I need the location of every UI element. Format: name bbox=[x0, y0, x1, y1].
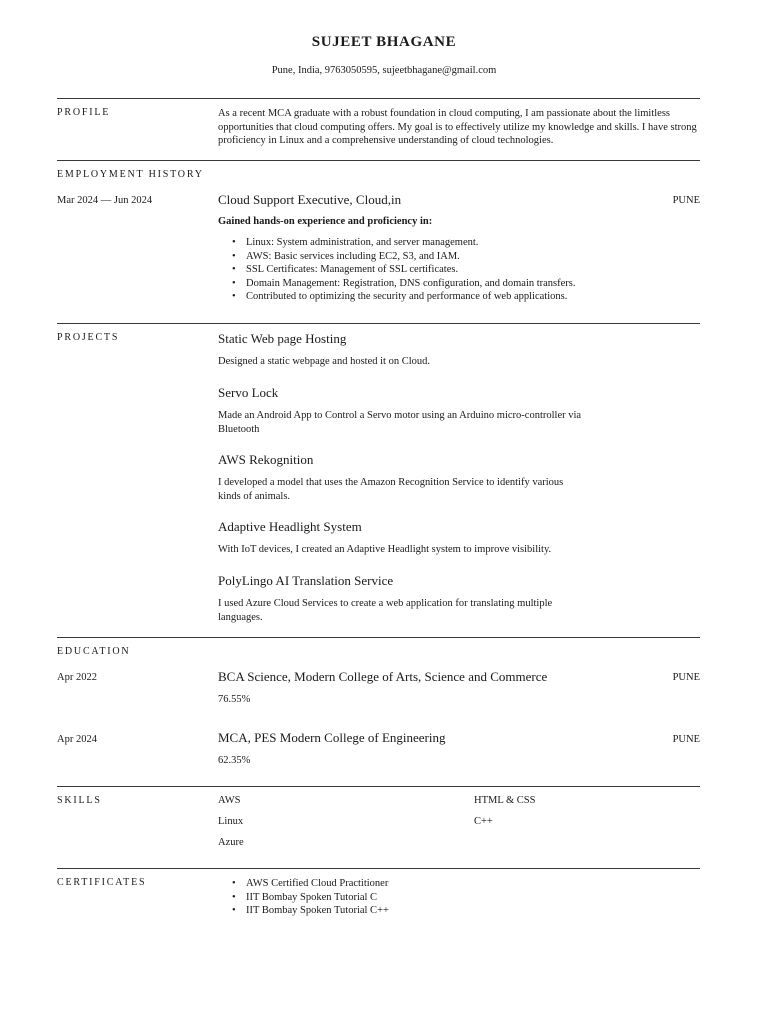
section-divider bbox=[57, 98, 700, 99]
project-title: PolyLingo AI Translation Service bbox=[218, 573, 394, 588]
job-city: PUNE bbox=[672, 195, 700, 206]
education-date: Apr 2022 bbox=[57, 672, 97, 683]
project-description: With IoT devices, I created an Adaptive Headlight system to improve visibility. bbox=[218, 544, 552, 555]
project-title: AWS Rekognition bbox=[218, 452, 314, 467]
education-title: BCA Science, Modern College of Arts, Science and Commerce bbox=[218, 669, 548, 684]
section-divider bbox=[57, 868, 700, 869]
profile-text: As a recent MCA graduate with a robust foundation in cloud computing, I am passionate about the limitless opportunities that cloud computing offers. My goal is to effectively utilize my knowledge and skills. I have strong proficiency in Linux and a comprehensive understanding of cloud technologies. bbox=[218, 108, 697, 146]
contact-line: Pune, India, 9763050595, sujeetbhagane@gmail.com bbox=[271, 65, 497, 76]
project-description: I developed a model that uses the Amazon Recognition Service to identify various kinds of animals. bbox=[218, 477, 564, 502]
education-title: MCA, PES Modern College of Engineering bbox=[218, 730, 446, 745]
project-description: Designed a static webpage and hosted it on Cloud. bbox=[218, 356, 430, 367]
job-bullet: • Linux: System administration, and server management. bbox=[218, 236, 658, 250]
project-title: Adaptive Headlight System bbox=[218, 519, 362, 534]
education-grade: 62.35% bbox=[218, 755, 251, 766]
skill-item: Linux bbox=[218, 816, 244, 827]
profile-section-label: PROFILE bbox=[57, 107, 111, 118]
job-dates: Mar 2024 — Jun 2024 bbox=[57, 195, 153, 206]
certificate-item: • IIT Bombay Spoken Tutorial C++ bbox=[218, 904, 518, 918]
section-divider bbox=[57, 637, 700, 638]
job-bullet-list bbox=[218, 236, 658, 304]
education-city: PUNE bbox=[672, 672, 700, 683]
candidate-name: SUJEET BHAGANE bbox=[311, 34, 457, 50]
project-title: Servo Lock bbox=[218, 385, 279, 400]
job-title: Cloud Support Executive, Cloud,in bbox=[218, 192, 402, 207]
certificate-item: • AWS Certified Cloud Practitioner bbox=[218, 877, 518, 891]
job-bullet: • Contributed to optimizing the security and performance of web applications. bbox=[218, 290, 658, 304]
certificates-section-label: CERTIFICATES bbox=[57, 877, 147, 888]
job-subheading: Gained hands-on experience and proficiency in: bbox=[218, 216, 433, 227]
project-description: I used Azure Cloud Services to create a web application for translating multiple languages. bbox=[218, 598, 553, 623]
projects-section-label: PROJECTS bbox=[57, 332, 120, 343]
section-divider bbox=[57, 160, 700, 161]
job-bullet: • AWS: Basic services including EC2, S3, and IAM. bbox=[218, 250, 658, 264]
certificate-list bbox=[218, 877, 518, 918]
skills-section-label: SKILLS bbox=[57, 795, 102, 806]
education-grade: 76.55% bbox=[218, 694, 251, 705]
skill-item: C++ bbox=[474, 816, 493, 827]
skill-item: Azure bbox=[218, 837, 244, 848]
education-date: Apr 2024 bbox=[57, 734, 97, 745]
certificate-item: • IIT Bombay Spoken Tutorial C bbox=[218, 891, 518, 905]
section-divider bbox=[57, 786, 700, 787]
job-bullet: • Domain Management: Registration, DNS configuration, and domain transfers. bbox=[218, 277, 658, 291]
project-description: Made an Android App to Control a Servo motor using an Arduino micro-controller via Bluetooth bbox=[218, 410, 582, 435]
project-title: Static Web page Hosting bbox=[218, 331, 347, 346]
education-city: PUNE bbox=[672, 734, 700, 745]
job-bullet: • SSL Certificates: Management of SSL certificates. bbox=[218, 263, 658, 277]
employment-section-label: EMPLOYMENT HISTORY bbox=[57, 169, 204, 180]
skill-item: HTML & CSS bbox=[474, 795, 536, 806]
education-section-label: EDUCATION bbox=[57, 646, 131, 657]
section-divider bbox=[57, 323, 700, 324]
skill-item: AWS bbox=[218, 795, 241, 806]
